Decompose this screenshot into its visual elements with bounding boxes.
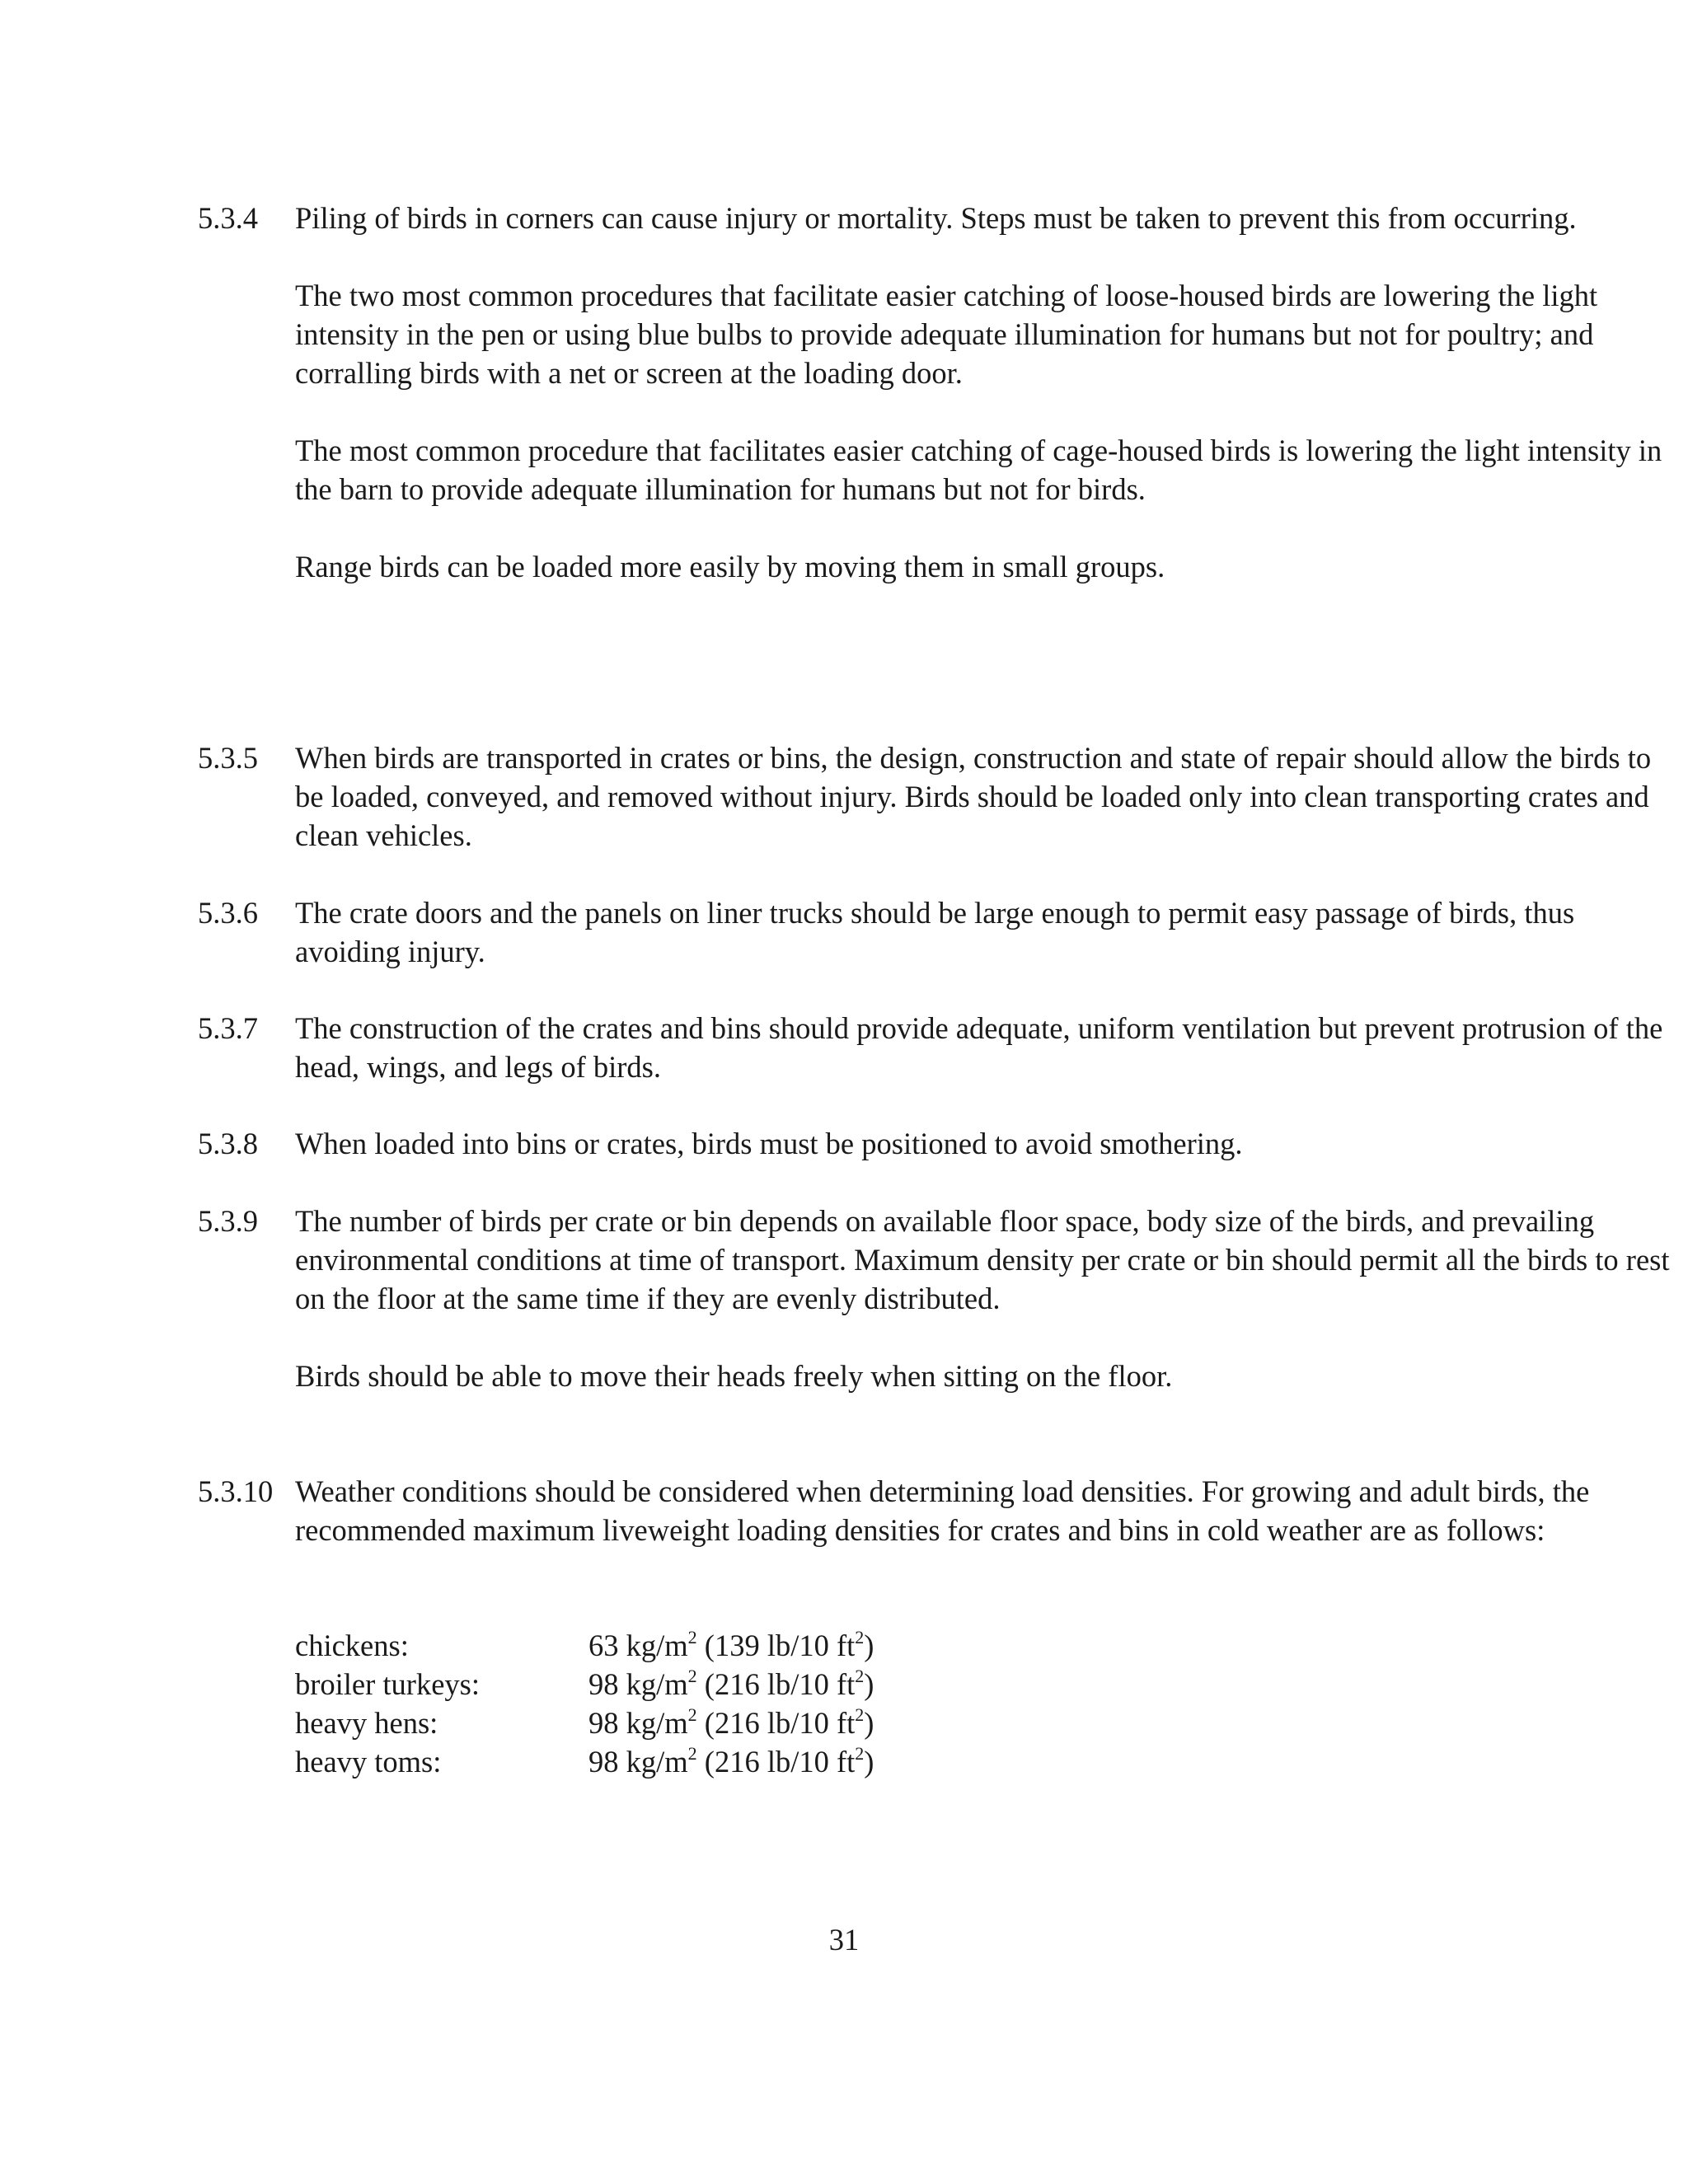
section-number: 5.3.5 [198, 741, 258, 775]
section-number: 5.3.9 [198, 1204, 258, 1238]
page-number: 31 [828, 1923, 860, 1957]
table-row [295, 1665, 874, 1704]
paragraph: Birds should be able to move their heads freely when sitting on the floor. [295, 1359, 1173, 1393]
animal-label: chickens: [295, 1629, 409, 1662]
section-body [295, 893, 1680, 971]
paragraph: Piling of birds in corners can cause injury or mortality. Steps must be taken to prevent this from occurring. [295, 201, 1577, 235]
loading-density-table [295, 1626, 874, 1781]
animal-label: heavy hens: [295, 1706, 438, 1740]
section-body [295, 1202, 1680, 1395]
density-value: 98 $kg/m^2$ (216 lb/10 $ft^2$) [588, 1665, 874, 1701]
paragraph: The crate doors and the panels on liner trucks should be large enough to permit easy passage of birds, thus avoiding injury. [295, 896, 1575, 968]
density-value: 98 $kg/m^2$ (216 lb/10 $ft^2$) [588, 1742, 874, 1779]
paragraph: Range birds can be loaded more easily by moving them in small groups. [295, 550, 1165, 583]
table-row [295, 1704, 874, 1742]
paragraph: The construction of the crates and bins should provide adequate, uniform ventilation but prevent protrusion of the head, wings, and legs of birds. [295, 1011, 1663, 1084]
section-body [295, 1009, 1680, 1086]
table-row [295, 1742, 874, 1781]
section-number: 5.3.8 [198, 1127, 258, 1160]
paragraph: The number of birds per crate or bin depends on available floor space, body size of the birds, and prevailing environmental conditions at time of transport. Maximum density per crate or bin should permit all the birds to rest on the floor at the same time if they are evenly distributed. [295, 1204, 1670, 1315]
section-body [295, 1472, 1680, 1549]
section-number: 5.3.10 [198, 1474, 274, 1508]
density-value: 98 $kg/m^2$ (216 lb/10 $ft^2$) [588, 1704, 874, 1740]
animal-label: broiler turkeys: [295, 1667, 481, 1701]
density-value: 63 $kg/m^2$ (139 lb/10 $ft^2$) [588, 1626, 874, 1662]
section-number: 5.3.7 [198, 1011, 258, 1045]
paragraph: Weather conditions should be considered when determining load densities. For growing and adult birds, the recommended maximum liveweight loading densities for crates and bins in cold weather are as follows: [295, 1474, 1590, 1547]
section-number: 5.3.6 [198, 896, 258, 930]
paragraph: The two most common procedures that facilitate easier catching of loose-housed birds are lowering the light intensity in the pen or using blue bulbs to provide adequate illumination for humans but not for poultry; and corralling birds with a net or screen at the loading door. [295, 279, 1598, 390]
section-body [295, 738, 1680, 855]
section-body [295, 199, 1680, 586]
paragraph: The most common procedure that facilitates easier catching of cage-housed birds is lowering the light intensity in the barn to provide adequate illumination for humans but not for birds. [295, 434, 1662, 506]
section-number: 5.3.4 [198, 201, 258, 235]
paragraph: When loaded into bins or crates, birds must be positioned to avoid smothering. [295, 1127, 1243, 1160]
paragraph: When birds are transported in crates or bins, the design, construction and state of repair should allow the birds to be loaded, conveyed, and removed without injury. Birds should be loaded only into clean transporting crates and clean vehicles. [295, 741, 1652, 852]
animal-label: heavy toms: [295, 1745, 442, 1779]
section-body [295, 1124, 1680, 1163]
table-row [295, 1626, 874, 1665]
